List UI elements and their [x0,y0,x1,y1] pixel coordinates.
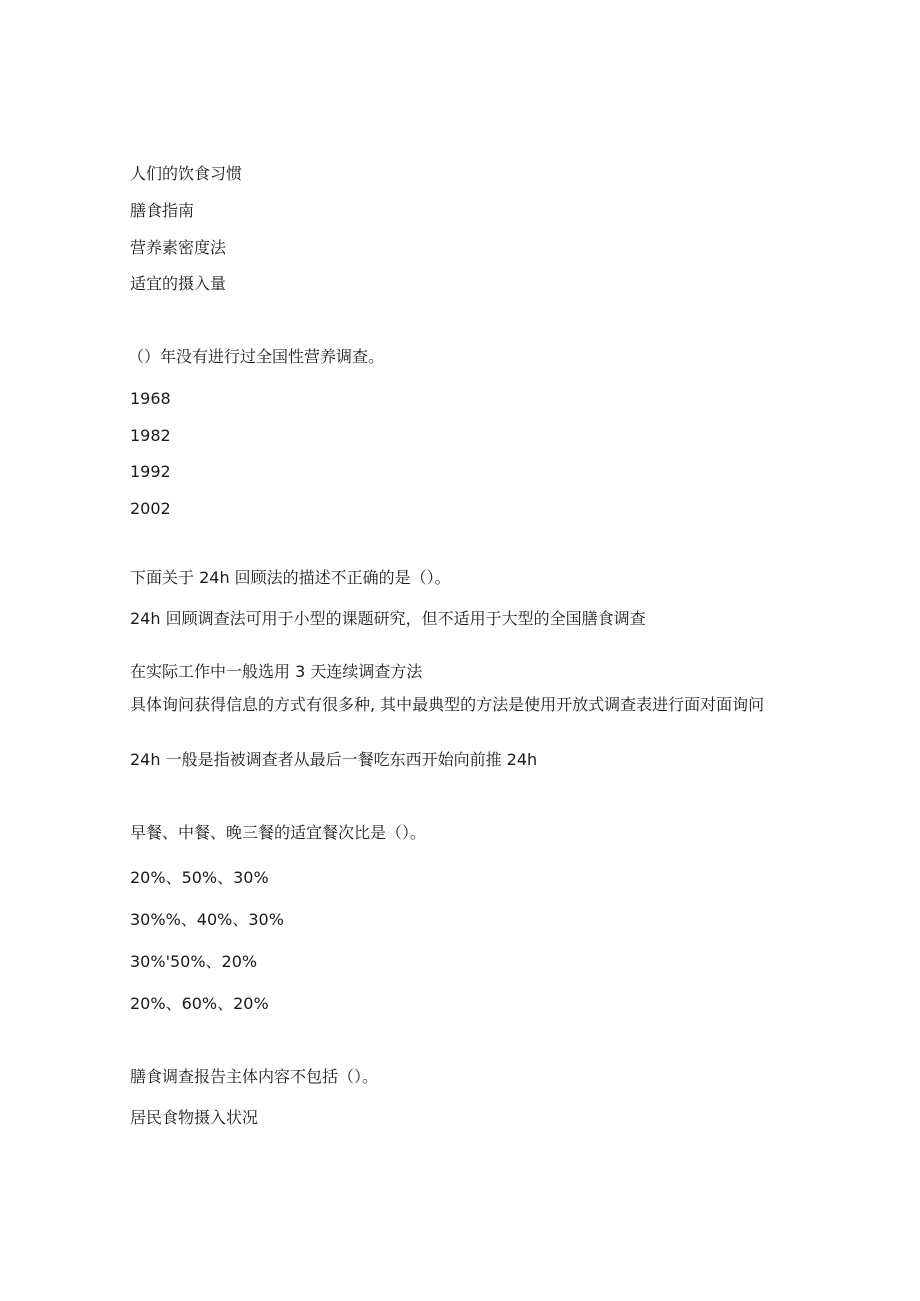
option-text: 1992 [130,462,171,481]
option-text: 20%、60%、20% [130,994,269,1013]
option-text: 居民食物摄入状况 [130,1108,259,1127]
option-text: 2002 [130,499,171,518]
option-text: 在实际工作中一般选用 3 天连续调查方法 [130,662,423,681]
option-text: 膳食指南 [130,201,195,220]
option-text: 24h 一般是指被调查者从最后一餐吃东西开始向前推 24h [130,750,538,769]
option-text: 30%%、40%、30% [130,910,284,929]
question-text: 膳食调查报告主体内容不包括（）。 [130,1067,379,1086]
option-text: 1968 [130,389,171,408]
option-text: 1982 [130,426,171,445]
option-text: 适宜的摄入量 [130,274,227,293]
question-text: 早餐、中餐、晚三餐的适宜餐次比是（）。 [130,823,427,842]
question-text: 下面关于 24h 回顾法的描述不正确的是（）。 [130,568,451,587]
option-text: 30%'50%、20% [130,952,258,971]
option-text: 人们的饮食习惯 [130,164,243,183]
option-text: 具体询问获得信息的方式有很多种, 其中最典型的方法是使用开放式调查表进行面对面询问 [130,695,765,714]
option-text: 营养素密度法 [130,238,227,257]
question-text: （）年没有进行过全国性营养调查。 [128,347,385,366]
option-text: 24h 回顾调查法可用于小型的课题研究，但不适用于大型的全国膳食调查 [130,609,646,628]
option-text: 20%、50%、30% [130,868,269,887]
